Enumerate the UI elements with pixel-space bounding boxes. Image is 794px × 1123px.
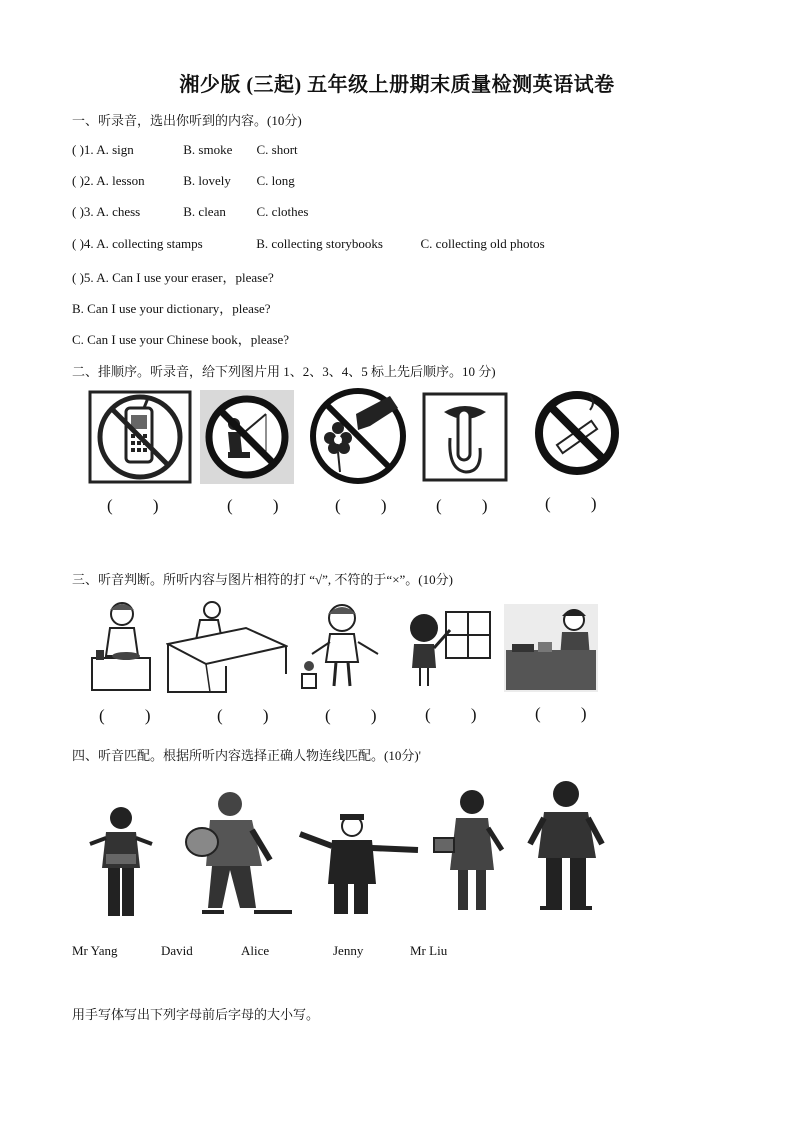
q1-option-b: B. smoke xyxy=(183,142,233,157)
person-1-picture xyxy=(88,804,154,920)
person-5-picture xyxy=(526,778,606,912)
section2-answer-4[interactable]: ( ) xyxy=(436,496,506,515)
question-3 xyxy=(72,204,309,220)
section4-heading: 四、听音匹配。根据所听内容选择正确人物连线匹配。(10分)' xyxy=(72,748,422,763)
person-2-picture xyxy=(180,790,296,918)
question-5-a: ( )5. A. Can I use your eraser，please? xyxy=(72,270,274,285)
keep-quiet-sign xyxy=(422,392,508,482)
section3-answer-4[interactable]: ( ) xyxy=(425,705,495,724)
section2-answer-5[interactable]: ( ) xyxy=(545,494,615,513)
person-3-picture xyxy=(296,814,426,918)
no-fishing-sign xyxy=(200,390,294,484)
section1-heading: 一、听录音，选出你听到的内容。(10分) xyxy=(72,113,302,128)
question-5-c: C. Can I use your Chinese book，please? xyxy=(72,332,289,347)
question-1 xyxy=(72,142,298,158)
q2-option-c: C. long xyxy=(256,173,295,188)
no-smoking-sign xyxy=(532,388,622,478)
section3-heading: 三、听音判断。所听内容与图片相符的打 “√”, 不符的于“×”。(10分) xyxy=(72,572,453,587)
person-4-picture xyxy=(432,788,510,914)
q4-option-b: B. collecting storybooks xyxy=(256,236,383,251)
making-bed-picture xyxy=(166,600,288,694)
name-alice[interactable]: Alice xyxy=(241,943,270,958)
q4-option-a: ( )4. A. collecting stamps xyxy=(72,236,203,251)
q2-option-a: ( )2. A. lesson xyxy=(72,173,145,188)
no-phone-sign xyxy=(88,390,192,484)
section3-answer-2[interactable]: ( ) xyxy=(217,706,287,725)
q3-option-b: B. clean xyxy=(183,204,226,219)
q1-option-c: C. short xyxy=(256,142,298,157)
name-jenny[interactable]: Jenny xyxy=(333,943,364,958)
question-2 xyxy=(72,173,295,189)
section2-answer-3[interactable]: ( ) xyxy=(335,496,405,515)
section2-answer-2[interactable]: ( ) xyxy=(227,496,297,515)
q3-option-c: C. clothes xyxy=(256,204,309,219)
q4-option-c: C. collecting old photos xyxy=(420,236,545,251)
section5-heading: 用手写体写出下列字母前后字母的大小写。 xyxy=(72,1007,320,1022)
section2-answer-1[interactable]: ( ) xyxy=(107,496,177,515)
exam-title: 湘少版 (三起) 五年级上册期末质量检测英语试卷 xyxy=(179,74,615,96)
question-5-b: B. Can I use your dictionary，please? xyxy=(72,301,271,316)
girl-cooking-picture xyxy=(88,600,154,692)
q2-option-b: B. lovely xyxy=(183,173,231,188)
name-mr-yang[interactable]: Mr Yang xyxy=(72,943,118,958)
q1-option-a: ( )1. A. sign xyxy=(72,142,134,157)
section3-answer-3[interactable]: ( ) xyxy=(325,706,395,725)
section3-answer-1[interactable]: ( ) xyxy=(99,706,169,725)
girl-washing-dishes-picture xyxy=(504,604,598,692)
q3-option-a: ( )3. A. chess xyxy=(72,204,141,219)
name-mr-liu[interactable]: Mr Liu xyxy=(410,943,448,958)
name-david[interactable]: David xyxy=(161,943,193,958)
section2-heading: 二、排顺序。听录音，给下列图片用 1、2、3、4、5 标上先后顺序。10 分) xyxy=(72,364,496,379)
girl-watering-flower-picture xyxy=(298,602,382,690)
girl-cleaning-window-picture xyxy=(400,608,492,688)
no-picking-flowers-sign xyxy=(308,386,408,486)
section3-answer-5[interactable]: ( ) xyxy=(535,704,605,723)
question-4 xyxy=(72,236,545,252)
